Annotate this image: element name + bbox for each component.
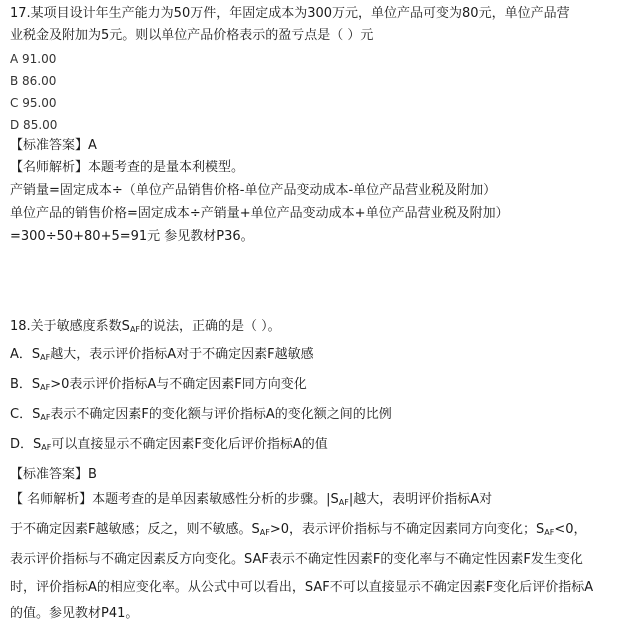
q17-stem-line2: 业税金及附加为5元。则以单位产品价格表示的盈亏点是（ ）元 — [10, 28, 374, 43]
q18-analysis-line5: 的值。参见教材P41。 — [10, 606, 139, 621]
q18-answer: 【标准答案】B — [10, 467, 97, 482]
q18-option-d-post: 可以直接显示不确定因素F变化后评价指标A的值 — [51, 437, 328, 452]
q18-stem — [10, 317, 281, 337]
q18-analysis1-sub: AF — [338, 498, 349, 507]
q18-analysis1-post: |越大，表明评价指标A对 — [348, 492, 493, 507]
q18-analysis2-b: >0，表示评价指标与不确定因素同方向变化；S — [269, 522, 545, 537]
q18-option-c — [10, 405, 392, 425]
q18-option-c-pre: C．S — [10, 407, 41, 422]
q18-option-a-post: 越大，表示评价指标A对于不确定因素F越敏感 — [50, 347, 314, 362]
q17-analysis-line2: 产销量=固定成本÷（单位产品销售价格-单位产品变动成本-单位产品营业税及附加） — [10, 183, 497, 198]
q18-stem-post: 的说法，正确的是（ ）。 — [140, 319, 281, 334]
q17-analysis-line4: =300÷50+80+5=91元 参见教材P36。 — [10, 229, 254, 244]
q17-analysis-line1: 【名师解析】本题考查的是量本利模型。 — [10, 160, 245, 175]
q18-option-a-pre: A．S — [10, 347, 41, 362]
q18-analysis1-pre: 【 名师解析】本题考查的是单因素敏感性分析的步骤。|S — [10, 492, 339, 507]
q18-analysis-line4: 时，评价指标A的相应变化率。从公式中可以看出，SAF不可以直接显示不确定因素F变化后评价指标A — [10, 580, 594, 595]
q18-option-a — [10, 345, 314, 365]
q18-analysis2-a: 于不确定因素F越敏感；反之，则不敏感。S — [10, 522, 260, 537]
q18-analysis-line2 — [10, 520, 586, 540]
q18-stem-subscript: AF — [129, 325, 141, 334]
q18-option-a-sub: AF — [40, 353, 51, 362]
q18-option-b-post: >0表示评价指标A与不确定因素F同方向变化 — [50, 377, 307, 392]
q17-answer: 【标准答案】A — [10, 138, 97, 153]
q18-analysis2-sub1: AF — [259, 528, 270, 537]
q17-option-a: A 91.00 — [10, 52, 57, 66]
q18-stem-pre: 18.关于敏感度系数S — [10, 319, 130, 334]
q18-option-b-pre: B．S — [10, 377, 41, 392]
q17-stem-line1: 17.某项目设计年生产能力为50万件，年固定成本为300万元，单位产品可变为80元，单位产品营 — [10, 6, 570, 21]
q17-option-d: D 85.00 — [10, 118, 58, 132]
q18-option-b — [10, 375, 307, 395]
q18-option-c-post: 表示不确定因素F的变化额与评价指标A的变化额之间的比例 — [50, 407, 392, 422]
q17-analysis-line3: 单位产品的销售价格=固定成本÷产销量+单位产品变动成本+单位产品营业税及附加） — [10, 206, 509, 221]
q18-analysis-line1 — [10, 490, 492, 510]
q18-analysis2-c: <0， — [554, 522, 587, 537]
q18-analysis2-sub2: AF — [544, 528, 555, 537]
q18-option-d-pre: D．S — [10, 437, 42, 452]
q18-analysis-line3: 表示评价指标与不确定因素反方向变化。SAF表示不确定性因素F的变化率与不确定性因素F发生变化 — [10, 552, 583, 567]
q18-option-c-sub: AF — [40, 413, 51, 422]
q17-option-b: B 86.00 — [10, 74, 57, 88]
q18-option-d-sub: AF — [41, 443, 52, 452]
q18-option-d — [10, 435, 328, 455]
q18-option-b-sub: AF — [40, 383, 51, 392]
q17-option-c: C 95.00 — [10, 96, 57, 110]
